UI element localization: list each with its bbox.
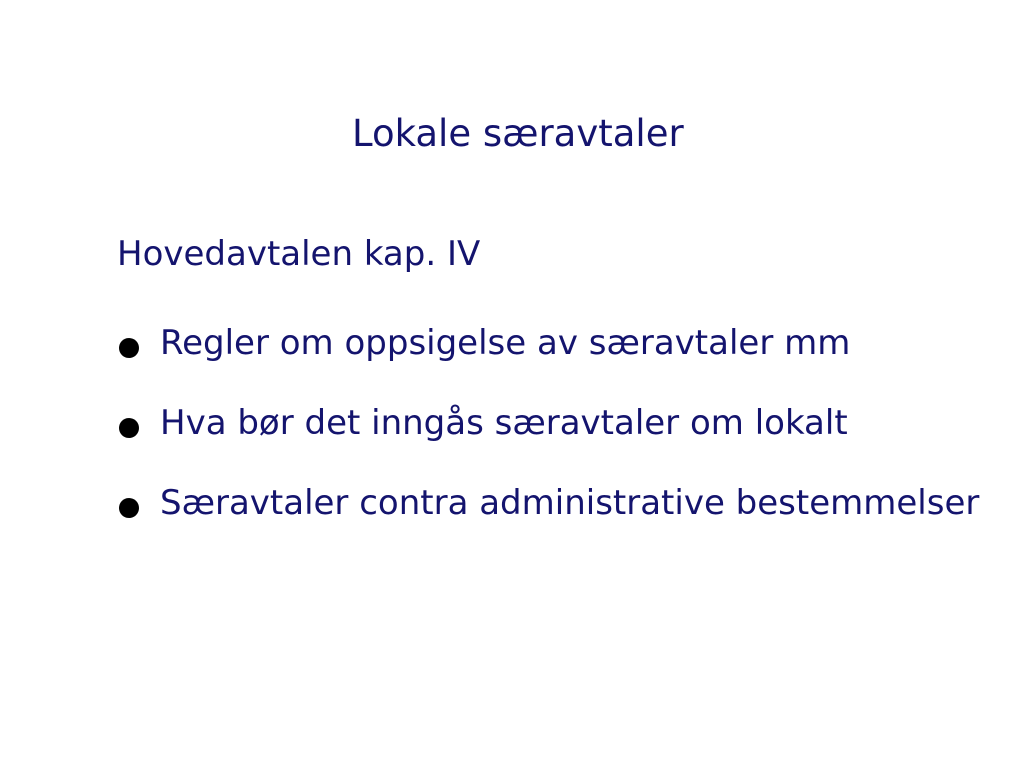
bullet-icon (119, 418, 139, 438)
slide-title: Lokale særavtaler (352, 112, 684, 155)
bullet-text: Særavtaler contra administrative bestemmelser (160, 483, 980, 523)
bullet-icon (119, 338, 139, 358)
bullet-item-3 (117, 485, 980, 522)
bullet-item-2 (117, 405, 980, 442)
bullet-text: Hva bør det inngås særavtaler om lokalt (160, 403, 848, 443)
slide-subheading: Hovedavtalen kap. IV (117, 234, 481, 274)
bullet-text: Regler om oppsigelse av særavtaler mm (160, 323, 851, 363)
bullet-list (117, 325, 980, 565)
bullet-item-1 (117, 325, 980, 362)
bullet-icon (119, 498, 139, 518)
